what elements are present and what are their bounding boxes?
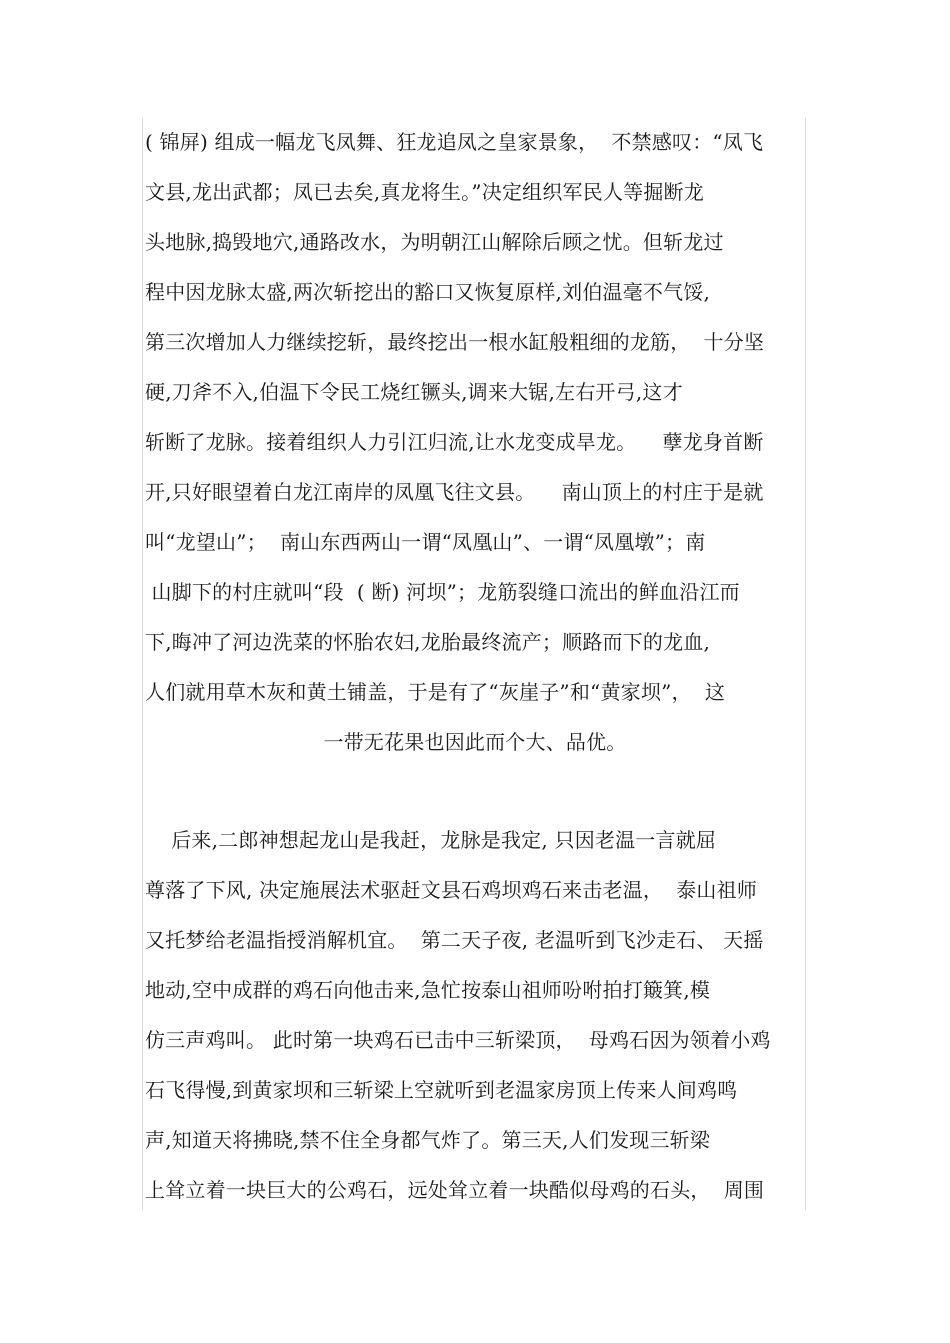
text-line: 人们就用草木灰和黄土铺盖，于是有了“灰崖子”和“黄家坝”， 这 bbox=[145, 680, 726, 704]
text-line: 第三次增加人力继续挖斩，最终挖出一根水缸般粗细的龙筋， 十分坚 bbox=[145, 330, 765, 354]
page-margin-rule-right bbox=[805, 118, 806, 1210]
text-line: 后来,二郎神想起龙山是我赶，龙脉是我定, 只因老温一言就屈 bbox=[145, 828, 717, 852]
text-line: 硬,刀斧不入,伯温下令民工烧红镢头,调来大锯,左右开弓,这才 bbox=[145, 380, 683, 404]
text-line: ( 锦屏) 组成一幅龙飞凤舞、狂龙追凤之皇家景象， 不禁感叹：“凤飞 bbox=[145, 130, 764, 154]
text-line: 上耸立着一块巨大的公鸡石，远处耸立着一块酷似母鸡的石头， 周围 bbox=[145, 1178, 765, 1202]
text-line: 声,知道天将拂晓,禁不住全身都气炸了。第三天,人们发现三斩梁 bbox=[145, 1128, 711, 1152]
text-line: 尊落了下风, 决定施展法术驱赶文县石鸡坝鸡石来击老温， 泰山祖师 bbox=[145, 878, 758, 902]
text-line: 山脚下的村庄就叫“段 ( 断) 河坝”；龙筋裂缝口流出的鲜血沿江而 bbox=[145, 580, 740, 604]
text-line: 开,只好眼望着白龙江南岸的凤凰飞往文县。 南山顶上的村庄于是就 bbox=[145, 480, 764, 504]
text-line: 叫“龙望山”； 南山东西两山一谓“凤凰山”、一谓“凤凰墩”；南 bbox=[145, 530, 706, 554]
text-line: 文县,龙出武都；凤已去矣,真龙将生。”决定组织军民人等掘断龙 bbox=[145, 180, 704, 204]
text-line: 又托梦给老温指授消解机宜。 第二天子夜, 老温听到飞沙走石、 天摇 bbox=[145, 928, 764, 952]
text-line: 石飞得慢,到黄家坝和三斩梁上空就听到老温家房顶上传来人间鸡鸣 bbox=[145, 1078, 738, 1102]
text-line: 仿三声鸡叫。 此时第一块鸡石已击中三斩梁顶， 母鸡石因为领着小鸡 bbox=[145, 1028, 771, 1052]
text-line: 地动,空中成群的鸡石向他击来,急忙按泰山祖师吩咐拍打簸箕,模 bbox=[145, 978, 711, 1002]
text-line: 斩断了龙脉。接着组织人力引江归流,让水龙变成旱龙。 孽龙身首断 bbox=[145, 430, 764, 454]
text-line: 下,晦冲了河边洗菜的怀胎农妇,龙胎最终流产；顺路而下的龙血, bbox=[145, 630, 711, 654]
text-line: 程中因龙脉太盛,两次斩挖出的豁口又恢复原样,刘伯温毫不气馁, bbox=[145, 280, 711, 304]
page-margin-rule-left bbox=[142, 118, 143, 1210]
text-line: 头地脉,捣毁地穴,通路改水，为明朝江山解除后顾之忧。但斩龙过 bbox=[145, 230, 724, 254]
closing-line: 一带无花果也因此而个大、品优。 bbox=[323, 730, 627, 754]
